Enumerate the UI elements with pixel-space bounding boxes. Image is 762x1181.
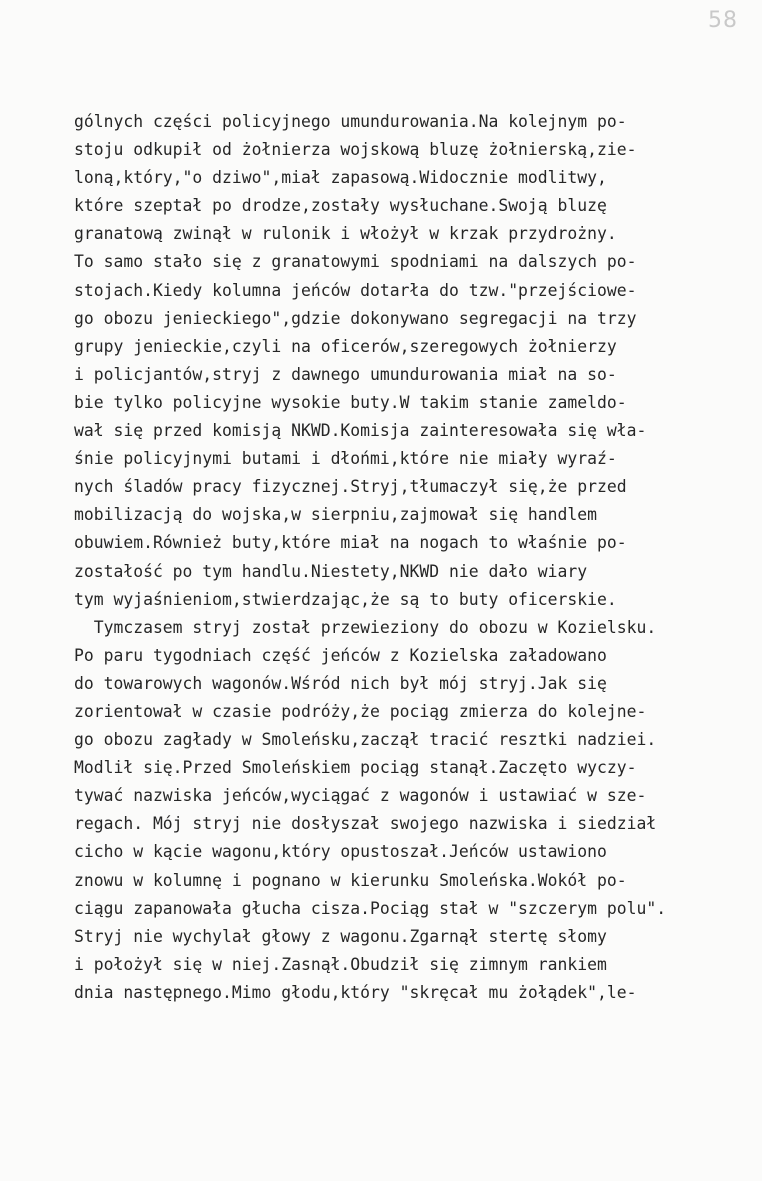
text-line: Stryj nie wychylał głowy z wagonu.Zgarnął stertę słomy: [74, 926, 607, 946]
text-line: go obozu zagłady w Smoleńsku,zaczął tracić resztki nadziei.: [74, 730, 657, 750]
text-line: zostałość po tym handlu.Niestety,NKWD nie dało wiary: [74, 561, 588, 581]
text-line: i policjantów,stryj z dawnego umundurowania miał na so-: [74, 364, 617, 384]
text-line: granatową zwinął w rulonik i włożył w krzak przydrożny.: [74, 224, 617, 244]
text-line: To samo stało się z granatowymi spodniami na dalszych po-: [74, 252, 637, 272]
text-line: tym wyjaśnieniom,stwierdzając,że są to buty oficerskie.: [74, 589, 617, 609]
text-line: Modlił się.Przed Smoleńskiem pociąg stanął.Zaczęto wyczy-: [74, 758, 637, 778]
text-line: dnia następnego.Mimo głodu,który "skręcał mu żołądek",le-: [74, 982, 637, 1002]
text-line: Po paru tygodniach część jeńców z Kozielska załadowano: [74, 645, 607, 665]
paragraph-start-line: Tymczasem stryj został przewieziony do obozu w Kozielsku.: [74, 617, 657, 637]
text-line: gólnych części policyjnego umundurowania.Na kolejnym po-: [74, 112, 627, 131]
text-line: do towarowych wagonów.Wśród nich był mój stryj.Jak się: [74, 673, 607, 693]
text-line: ciągu zapanowała głucha cisza.Pociąg stał w "szczerym polu".: [74, 898, 667, 918]
text-line: grupy jenieckie,czyli na oficerów,szeregowych żołnierzy: [74, 336, 617, 356]
text-line: obuwiem.Również buty,które miał na nogach to właśnie po-: [74, 533, 627, 553]
text-line: go obozu jenieckiego",gdzie dokonywano segregacji na trzy: [74, 308, 637, 328]
text-line: cicho w kącie wagonu,który opustoszał.Jeńców ustawiono: [74, 842, 607, 862]
text-line: nych śladów pracy fizycznej.Stryj,tłumaczył się,że przed: [74, 477, 627, 497]
text-line: zorientował w czasie podróży,że pociąg zmierza do kolejne-: [74, 701, 647, 721]
page-number: 58: [708, 8, 738, 33]
text-line: mobilizacją do wojska,w sierpniu,zajmował się handlem: [74, 505, 598, 525]
text-line: i położył się w niej.Zasnął.Obudził się zimnym rankiem: [74, 954, 607, 974]
typescript-body: [74, 108, 734, 1007]
text-line: stoju odkupił od żołnierza wojskową bluzę żołnierską,zie-: [74, 140, 637, 160]
text-line: które szeptał po drodze,zostały wysłuchane.Swoją bluzę: [74, 196, 607, 216]
text-line: wał się przed komisją NKWD.Komisja zainteresowała się wła-: [74, 421, 647, 441]
text-line: tywać nazwiska jeńców,wyciągać z wagonów i ustawiać w sze-: [74, 786, 647, 806]
text-line: regach. Mój stryj nie dosłyszał swojego nazwiska i siedział: [74, 814, 657, 834]
text-line: loną,który,"o dziwo",miał zapasową.Widocznie modlitwy,: [74, 168, 607, 188]
text-line: śnie policyjnymi butami i dłońmi,które nie miały wyraź-: [74, 449, 617, 469]
text-line: bie tylko policyjne wysokie buty.W takim stanie zameldo-: [74, 392, 627, 412]
text-line: znowu w kolumnę i pognano w kierunku Smoleńska.Wokół po-: [74, 870, 627, 890]
text-line: stojach.Kiedy kolumna jeńców dotarła do tzw."przejściowe-: [74, 280, 637, 300]
